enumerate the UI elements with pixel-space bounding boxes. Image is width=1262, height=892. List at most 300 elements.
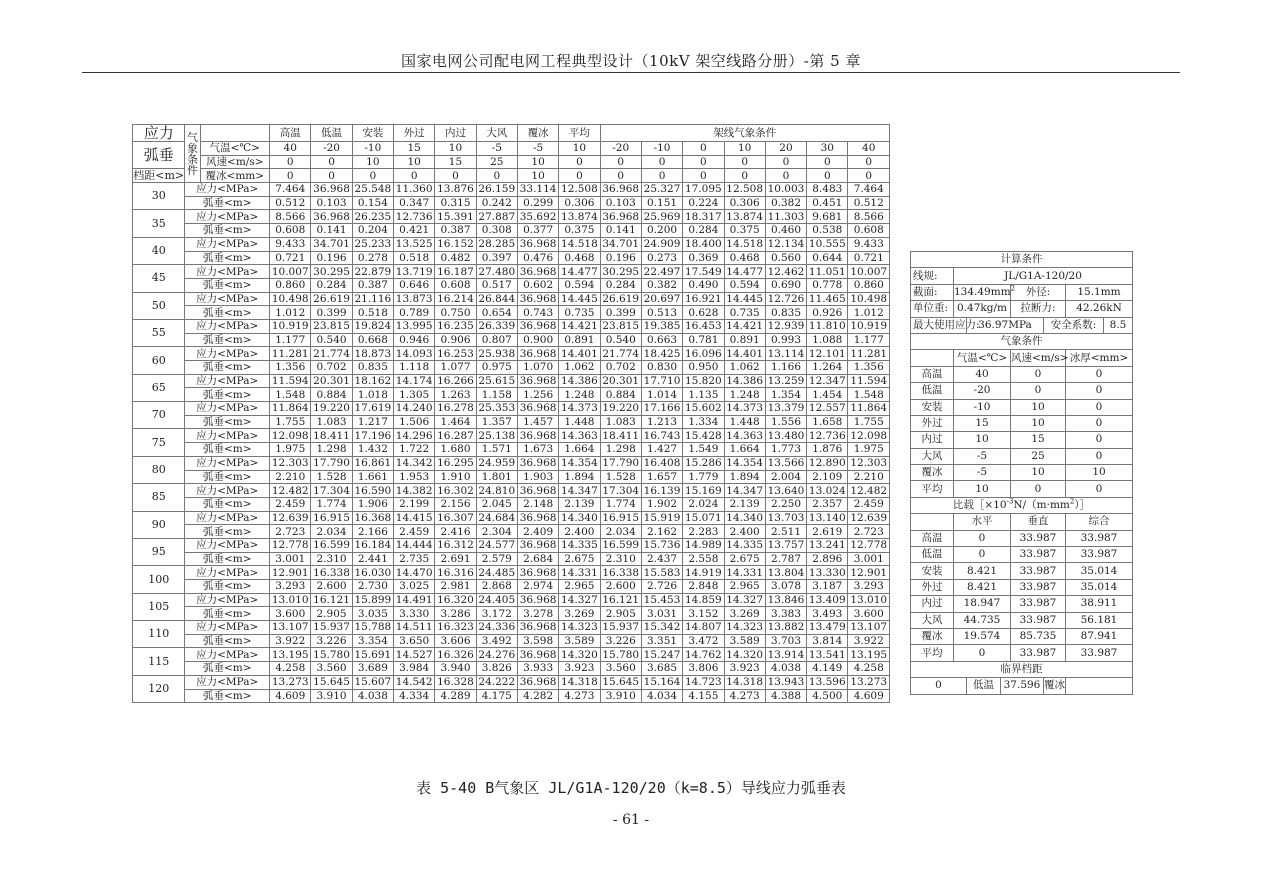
span-value: 110 [133,621,185,648]
stress-value: 36.968 [517,237,558,251]
param-value: 0 [270,169,311,183]
sag-value: 0.460 [765,224,806,238]
sag-value: 2.304 [476,525,517,539]
param-value: 0 [848,155,890,169]
corner-sag-label: 弧垂 [133,142,185,169]
param-value: 0 [641,155,682,169]
stress-value: 17.619 [352,402,393,416]
stress-row [133,265,890,279]
sag-value: 3.493 [807,607,848,621]
sag-label: 弧垂<m> [185,470,270,484]
stress-value: 14.327 [559,593,600,607]
stress-sag-table [132,124,890,703]
weather-row-name: 安装 [911,399,954,415]
stress-value: 15.583 [641,566,682,580]
area-row [911,284,1133,300]
stress-value: 12.098 [270,429,311,443]
stress-value: 13.874 [559,210,600,224]
sag-value: 1.722 [394,443,435,457]
stress-value: 36.968 [311,210,352,224]
weather-row-name: 高温 [911,366,954,382]
load-row-value: 35.014 [1066,563,1133,579]
sag-label: 弧垂<m> [185,361,270,375]
sag-value: 0.540 [600,333,641,347]
stress-row [133,402,890,416]
sag-value: 0.702 [600,361,641,375]
stress-label: 应力<MPa> [185,511,270,525]
stress-value: 12.347 [807,374,848,388]
sag-row [133,689,890,703]
weather-row-value: 0 [1011,366,1066,382]
stress-value: 12.639 [848,511,890,525]
sag-value: 3.078 [765,580,806,594]
weight-row [911,301,1133,317]
sag-value: 1.548 [848,388,890,402]
weather-row-name: 覆冰 [911,465,954,481]
sag-value: 0.299 [517,196,558,210]
stress-value: 30.295 [600,265,641,279]
sag-value: 4.273 [559,689,600,703]
stress-value: 11.864 [848,402,890,416]
stress-label: 应力<MPa> [185,675,270,689]
area-value [954,284,1016,300]
sag-value: 2.675 [724,552,765,566]
param-value: 0 [683,169,724,183]
stress-row [133,621,890,635]
blank-cell [200,125,270,142]
stress-value: 25.938 [476,347,517,361]
sag-value: 1.448 [724,415,765,429]
stress-row [133,566,890,580]
stress-value: 36.968 [517,566,558,580]
sag-value: 1.664 [559,443,600,457]
sag-value: 0.204 [352,224,393,238]
load-title-part: 比载［×10 [952,499,1007,512]
sag-value: 0.906 [435,333,476,347]
stress-value: 25.327 [641,183,682,197]
sag-value: 1.083 [311,415,352,429]
ice-row [133,169,890,183]
sag-value: 2.965 [559,580,600,594]
param-value: 10 [394,155,435,169]
load-row-name: 平均 [911,645,954,661]
stress-value: 12.101 [807,347,848,361]
stress-value: 16.312 [435,538,476,552]
sag-value: 3.940 [435,662,476,676]
load-row-value: 33.987 [1011,645,1066,661]
sag-value: 4.609 [848,689,890,703]
stress-value: 25.353 [476,402,517,416]
stress-value: 14.323 [559,621,600,635]
sag-value: 4.258 [270,662,311,676]
stress-label: 应力<MPa> [185,484,270,498]
stress-value: 11.864 [270,402,311,416]
sag-value: 2.409 [517,525,558,539]
weather-row-value: -5 [954,448,1011,464]
condition-name: 内过 [435,125,476,142]
sag-value: 0.306 [724,196,765,210]
stress-value: 16.599 [311,538,352,552]
sag-value: 0.375 [724,224,765,238]
sag-value: 0.540 [311,333,352,347]
stress-value: 14.477 [559,265,600,279]
sag-value: 1.549 [683,443,724,457]
param-value: 0 [311,155,352,169]
stress-value: 27.480 [476,265,517,279]
sag-row [133,497,890,511]
weather-row [911,481,1133,497]
stress-label: 应力<MPa> [185,648,270,662]
span-value: 115 [133,648,185,675]
stress-row [133,675,890,689]
stress-value: 16.743 [641,429,682,443]
stress-label: 应力<MPa> [185,429,270,443]
weather-title-row [911,333,1133,349]
critical-span-cell: 覆冰 [1044,678,1066,694]
critical-span-cell: 0 [911,678,967,694]
stress-value: 14.340 [559,511,600,525]
sag-value: 0.451 [807,196,848,210]
sag-value: 3.001 [848,552,890,566]
sag-value: 0.518 [352,306,393,320]
blank-cell [911,514,954,530]
sag-value: 0.975 [476,361,517,375]
stress-value: 16.187 [435,265,476,279]
sag-value: 2.735 [394,552,435,566]
stress-value: 36.968 [517,621,558,635]
load-row-value: 33.987 [1066,547,1133,563]
sag-value: 4.258 [848,662,890,676]
sag-value: 0.891 [724,333,765,347]
stress-value: 13.024 [807,484,848,498]
sag-value: 2.965 [724,580,765,594]
stress-value: 14.401 [724,347,765,361]
stress-value: 16.326 [435,648,476,662]
stress-value: 16.030 [352,566,393,580]
critical-title-row [911,661,1133,677]
stress-value: 12.508 [559,183,600,197]
stress-label: 应力<MPa> [185,237,270,251]
sag-value: 0.306 [559,196,600,210]
stress-value: 14.477 [724,265,765,279]
sag-row [133,224,890,238]
stress-value: 13.140 [807,511,848,525]
stress-value: 16.253 [435,347,476,361]
stress-value: 14.919 [683,566,724,580]
safety-factor-value: 8.5 [1104,317,1133,333]
sag-value: 2.600 [311,580,352,594]
stress-row [133,484,890,498]
load-row-value: 0 [954,547,1011,563]
stress-value: 12.462 [765,265,806,279]
load-row-value: 33.987 [1011,530,1066,546]
stress-value: 14.093 [394,347,435,361]
stress-value: 25.233 [352,237,393,251]
stress-value: 7.464 [848,183,890,197]
sag-row [133,580,890,594]
span-value: 65 [133,374,185,401]
stress-value: 13.195 [848,648,890,662]
sag-value: 0.387 [352,278,393,292]
param-value: -20 [600,142,641,156]
load-row-value: 33.987 [1066,645,1133,661]
stress-row [133,347,890,361]
weather-row [911,432,1133,448]
sag-value: 0.735 [559,306,600,320]
param-value: 40 [270,142,311,156]
load-row [911,547,1133,563]
param-value: 0 [435,169,476,183]
sag-value: 1.906 [352,497,393,511]
weather-row-value: 10 [954,432,1011,448]
stress-value: 28.285 [476,237,517,251]
stress-value: 36.968 [517,347,558,361]
stress-value: 36.968 [517,511,558,525]
param-value: -5 [476,142,517,156]
span-value: 80 [133,456,185,483]
stress-value: 14.340 [724,511,765,525]
sag-value: 2.034 [600,525,641,539]
stress-value: 36.968 [517,593,558,607]
param-value: 0 [848,169,890,183]
max-stress-value: 36.97MPa [967,317,1044,333]
sag-value: 0.421 [394,224,435,238]
sag-value: 3.152 [683,607,724,621]
stress-row [133,374,890,388]
stress-value: 36.968 [600,210,641,224]
stress-row [133,511,890,525]
sag-value: 1.213 [641,415,682,429]
param-value: 0 [600,155,641,169]
sag-value: 0.154 [352,196,393,210]
weather-row-value: -20 [954,383,1011,399]
sag-value: 3.910 [311,689,352,703]
load-row-value: 56.181 [1066,612,1133,628]
sag-value: 0.884 [600,388,641,402]
sag-value: 0.743 [517,306,558,320]
page-number: - 61 - [612,812,650,828]
condition-name: 覆冰 [517,125,558,142]
sag-value: 0.721 [270,251,311,265]
stress-value: 14.331 [559,566,600,580]
weather-row-value: 10 [1011,465,1066,481]
sag-value: 2.400 [724,525,765,539]
line-spec-row [911,268,1133,284]
weather-row-value: 15 [1011,432,1066,448]
sag-value: 3.025 [394,580,435,594]
stress-label: 应力<MPa> [185,621,270,635]
sag-label: 弧垂<m> [185,306,270,320]
stress-value: 36.968 [517,456,558,470]
sag-value: 1.077 [435,361,476,375]
stress-value: 16.121 [600,593,641,607]
stress-value: 21.116 [352,292,393,306]
sag-label: 弧垂<m> [185,251,270,265]
stress-value: 26.619 [600,292,641,306]
weather-row-value: 10 [954,481,1011,497]
sag-value: 2.848 [683,580,724,594]
sag-label: 弧垂<m> [185,552,270,566]
sag-value: 2.199 [394,497,435,511]
sag-value: 0.224 [683,196,724,210]
diameter-value: 15.1mm [1066,284,1133,300]
stress-value: 11.281 [270,347,311,361]
weather-conditions-title: 气象条件 [911,333,1133,349]
stress-value: 22.879 [352,265,393,279]
sag-value: 2.139 [724,497,765,511]
load-row-name: 安装 [911,563,954,579]
safety-factor-label: 安全系数: [1044,317,1104,333]
weather-row-value: 10 [1011,415,1066,431]
sag-value: 0.608 [270,224,311,238]
sag-value: 2.166 [352,525,393,539]
param-value: 10 [517,169,558,183]
load-row-name: 大风 [911,612,954,628]
sag-value: 3.560 [311,662,352,676]
stress-value: 14.518 [559,237,600,251]
stress-value: 14.240 [394,402,435,416]
stress-value: 13.379 [765,402,806,416]
sag-value: 1.118 [394,361,435,375]
sag-value: 0.789 [394,306,435,320]
sag-value: 1.135 [683,388,724,402]
sag-value: 0.690 [765,278,806,292]
sag-value: 0.654 [476,306,517,320]
weather-row-value: 10 [1011,399,1066,415]
corner-stress-label: 应力 [133,125,185,142]
sag-value: 1.673 [517,443,558,457]
stress-row [133,319,890,333]
stress-value: 15.919 [641,511,682,525]
span-value: 120 [133,675,185,702]
line-spec-value: JL/G1A-120/20 [954,268,1133,284]
stress-value: 14.511 [394,621,435,635]
stress-value: 15.602 [683,402,724,416]
load-row [911,530,1133,546]
weather-vertical-char: 气 [186,130,198,144]
sag-value: 4.038 [352,689,393,703]
stress-value: 13.882 [765,621,806,635]
sag-value: 1.464 [435,415,476,429]
sag-value: 0.382 [765,196,806,210]
sag-value: 2.511 [765,525,806,539]
stress-row [133,210,890,224]
load-row-name: 外过 [911,579,954,595]
sag-value: 1.356 [270,361,311,375]
param-value: 0 [476,169,517,183]
sag-value: 0.860 [270,278,311,292]
sag-value: 1.903 [517,470,558,484]
stress-value: 24.336 [476,621,517,635]
span-value: 45 [133,265,185,292]
sag-value: 2.726 [641,580,682,594]
stress-value: 24.222 [476,675,517,689]
sag-value: 3.589 [559,634,600,648]
sag-value: 3.703 [765,634,806,648]
sag-value: 0.608 [848,224,890,238]
sag-value: 1.680 [435,443,476,457]
sag-value: 2.619 [807,525,848,539]
stress-value: 35.692 [517,210,558,224]
sag-value: 0.835 [765,306,806,320]
stress-value: 13.010 [270,593,311,607]
stress-value: 14.174 [394,374,435,388]
condition-name: 安装 [352,125,393,142]
sag-value: 1.801 [476,470,517,484]
stress-value: 15.736 [641,538,682,552]
sag-row [133,333,890,347]
weather-row-value: 0 [1066,383,1133,399]
sag-value: 2.730 [352,580,393,594]
stress-value: 15.899 [352,593,393,607]
weather-row [911,448,1133,464]
stress-value: 13.566 [765,456,806,470]
sag-row [133,361,890,375]
stress-label: 应力<MPa> [185,538,270,552]
sag-value: 1.357 [476,415,517,429]
stress-value: 14.989 [683,538,724,552]
weather-row-value: 15 [954,415,1011,431]
weather-row-value: 25 [1011,448,1066,464]
span-value: 30 [133,183,185,210]
sag-value: 2.024 [683,497,724,511]
stress-value: 15.071 [683,511,724,525]
param-value: -5 [517,142,558,156]
stress-value: 11.303 [765,210,806,224]
load-row-value: 33.987 [1011,596,1066,612]
sag-value: 0.476 [517,251,558,265]
stress-value: 16.320 [435,593,476,607]
sag-value: 4.388 [765,689,806,703]
sag-label: 弧垂<m> [185,333,270,347]
sag-value: 3.606 [435,634,476,648]
load-row-value: 0 [954,530,1011,546]
stress-value: 10.919 [848,319,890,333]
stress-row [133,237,890,251]
sag-value: 1.894 [724,470,765,484]
calc-title-row [911,252,1133,268]
stress-value: 18.873 [352,347,393,361]
sag-value: 0.628 [683,306,724,320]
stress-value: 14.491 [394,593,435,607]
sag-value: 0.315 [435,196,476,210]
param-value: 25 [476,155,517,169]
wind-speed-row [133,155,890,169]
sag-value: 1.305 [394,388,435,402]
sag-value: 1.975 [848,443,890,457]
stress-value: 12.901 [848,566,890,580]
stress-value: 15.780 [311,648,352,662]
sag-value: 0.284 [683,224,724,238]
load-row-value: 38.911 [1066,596,1133,612]
param-value: 20 [765,142,806,156]
calc-title: 计算条件 [911,252,1133,268]
sag-row [133,525,890,539]
sag-value: 2.868 [476,580,517,594]
stress-value: 20.697 [641,292,682,306]
stress-value: 14.363 [559,429,600,443]
stress-label: 应力<MPa> [185,319,270,333]
sag-row [133,306,890,320]
stress-value: 13.995 [394,319,435,333]
stress-value: 14.327 [724,593,765,607]
sag-value: 3.001 [270,552,311,566]
sag-value: 4.609 [270,689,311,703]
stress-value: 12.939 [765,319,806,333]
sag-value: 4.038 [765,662,806,676]
sag-value: 0.830 [641,361,682,375]
weather-vertical-char: 件 [186,163,198,177]
